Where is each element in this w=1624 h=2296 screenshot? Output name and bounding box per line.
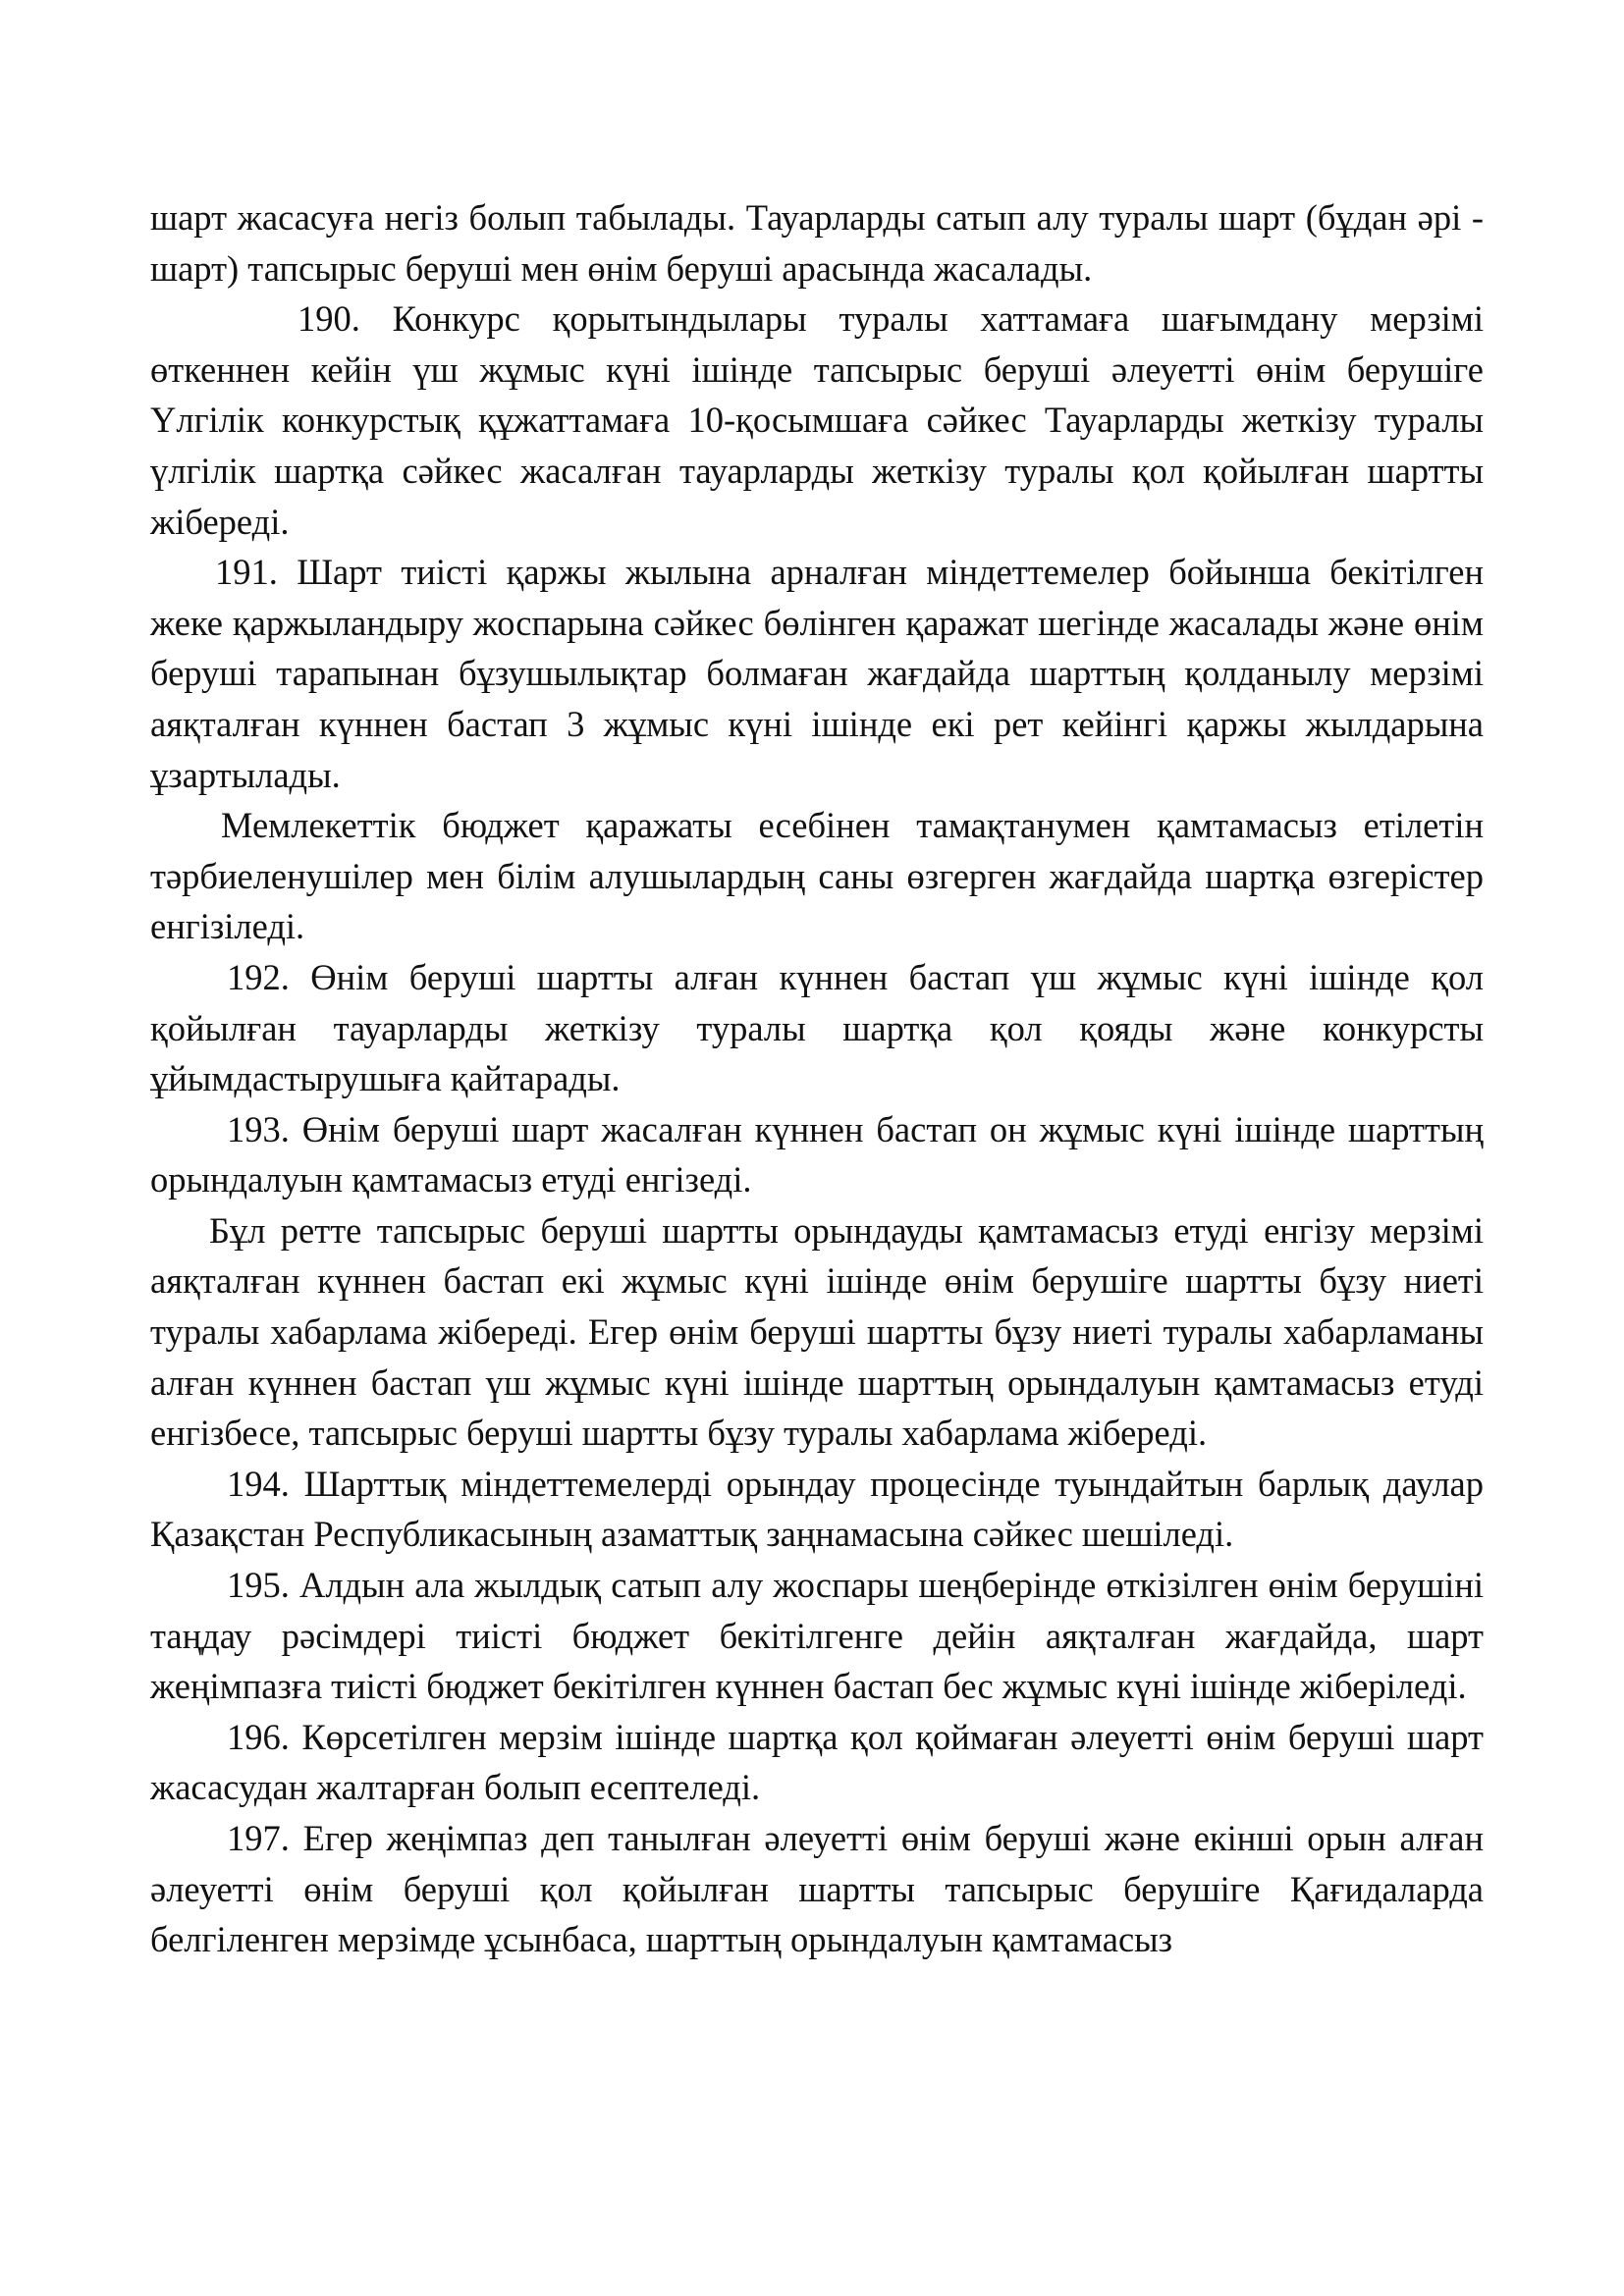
- paragraph-197: 197. Егер жеңімпаз деп танылған әлеуетті өнім беруші және екінші орын алған әлеуетті өнім беруші қол қойылған шартты тапсырыс берушіге Қағидаларда белгіленген мерзімде ұсынбаса, шарттың орындалуын қамтамасыз: [150, 1818, 1484, 1960]
- paragraph-196: 196. Көрсетілген мерзім ішінде шартқа қол қоймаған әлеуетті өнім беруші шарт жасасудан жалтарған болып есептеледі.: [150, 1716, 1484, 1808]
- document-page: [150, 192, 1484, 1965]
- paragraph-191: 191. Шарт тиісті қаржы жылына арналған міндеттемелер бойынша бекітілген жеке қаржыландыру жоспарына сәйкес бөлінген қаражат шегінде жасалады және өнім беруші тарапынан бұзушылықтар болмаған жағдайда шарттың қолданылу мерзімі аяқталған күннен бастап 3 жұмыс күні ішінде екі рет кейінгі қаржы жылдарына ұзартылады.: [150, 552, 1484, 795]
- paragraph-194: 194. Шарттық міндеттемелерді орындау процесінде туындайтын барлық даулар Қазақстан Республикасының азаматтық заңнамасына сәйкес шешіледі.: [150, 1463, 1484, 1555]
- paragraph-193-notice: Бұл ретте тапсырыс беруші шартты орындауды қамтамасыз етуді енгізу мерзімі аяқталған күннен бастап екі жұмыс күні ішінде өнім берушіге шартты бұзу ниеті туралы хабарлама жібереді. Егер өнім беруші шартты бұзу ниеті туралы хабарламаны алған күннен бастап үш жұмыс күні ішінде шарттың орындалуын қамтамасыз етуді енгізбесе, тапсырыс беруші шартты бұзу туралы хабарлама жібереді.: [150, 1209, 1484, 1454]
- paragraph-continuation: шарт жасасуға негіз болып табылады. Тауарларды сатып алу туралы шарт (бұдан әрі - шарт) тапсырыс беруші мен өнім беруші арасында жасалады.: [150, 197, 1484, 289]
- paragraph-193: 193. Өнім беруші шарт жасалған күннен бастап он жұмыс күні ішінде шарттың орындалуын қамтамасыз етуді енгізеді.: [150, 1108, 1484, 1201]
- paragraph-195: 195. Алдын ала жылдық сатып алу жоспары шеңберінде өткізілген өнім берушіні таңдау рәсімдері тиісті бюджет бекітілгенге дейін аяқталған жағдайда, шарт жеңімпазға тиісті бюджет бекітілген күннен бастап бес жұмыс күні ішінде жіберіледі.: [150, 1565, 1484, 1707]
- paragraph-190: 190. Конкурс қорытындылары туралы хаттамаға шағымдану мерзімі өткеннен кейін үш жұмыс күні ішінде тапсырыс беруші әлеуетті өнім берушіге Үлгілік конкурстық құжаттамаға 10-қосымшаға сәйкес Тауарларды жеткізу туралы үлгілік шартқа сәйкес жасалған тауарларды жеткізу туралы қол қойылған шартты жібереді.: [150, 298, 1484, 542]
- paragraph-192: 192. Өнім беруші шартты алған күннен бастап үш жұмыс күні ішінде қол қойылған тауарларды жеткізу туралы шартқа қол қояды және конкурсты ұйымдастырушыға қайтарады.: [150, 956, 1484, 1099]
- paragraph-191-nutrition: Мемлекеттік бюджет қаражаты есебінен тамақтанумен қамтамасыз етілетін тәрбиеленушілер мен білім алушылардың саны өзгерген жағдайда шартқа өзгерістер енгізіледі.: [150, 805, 1484, 947]
